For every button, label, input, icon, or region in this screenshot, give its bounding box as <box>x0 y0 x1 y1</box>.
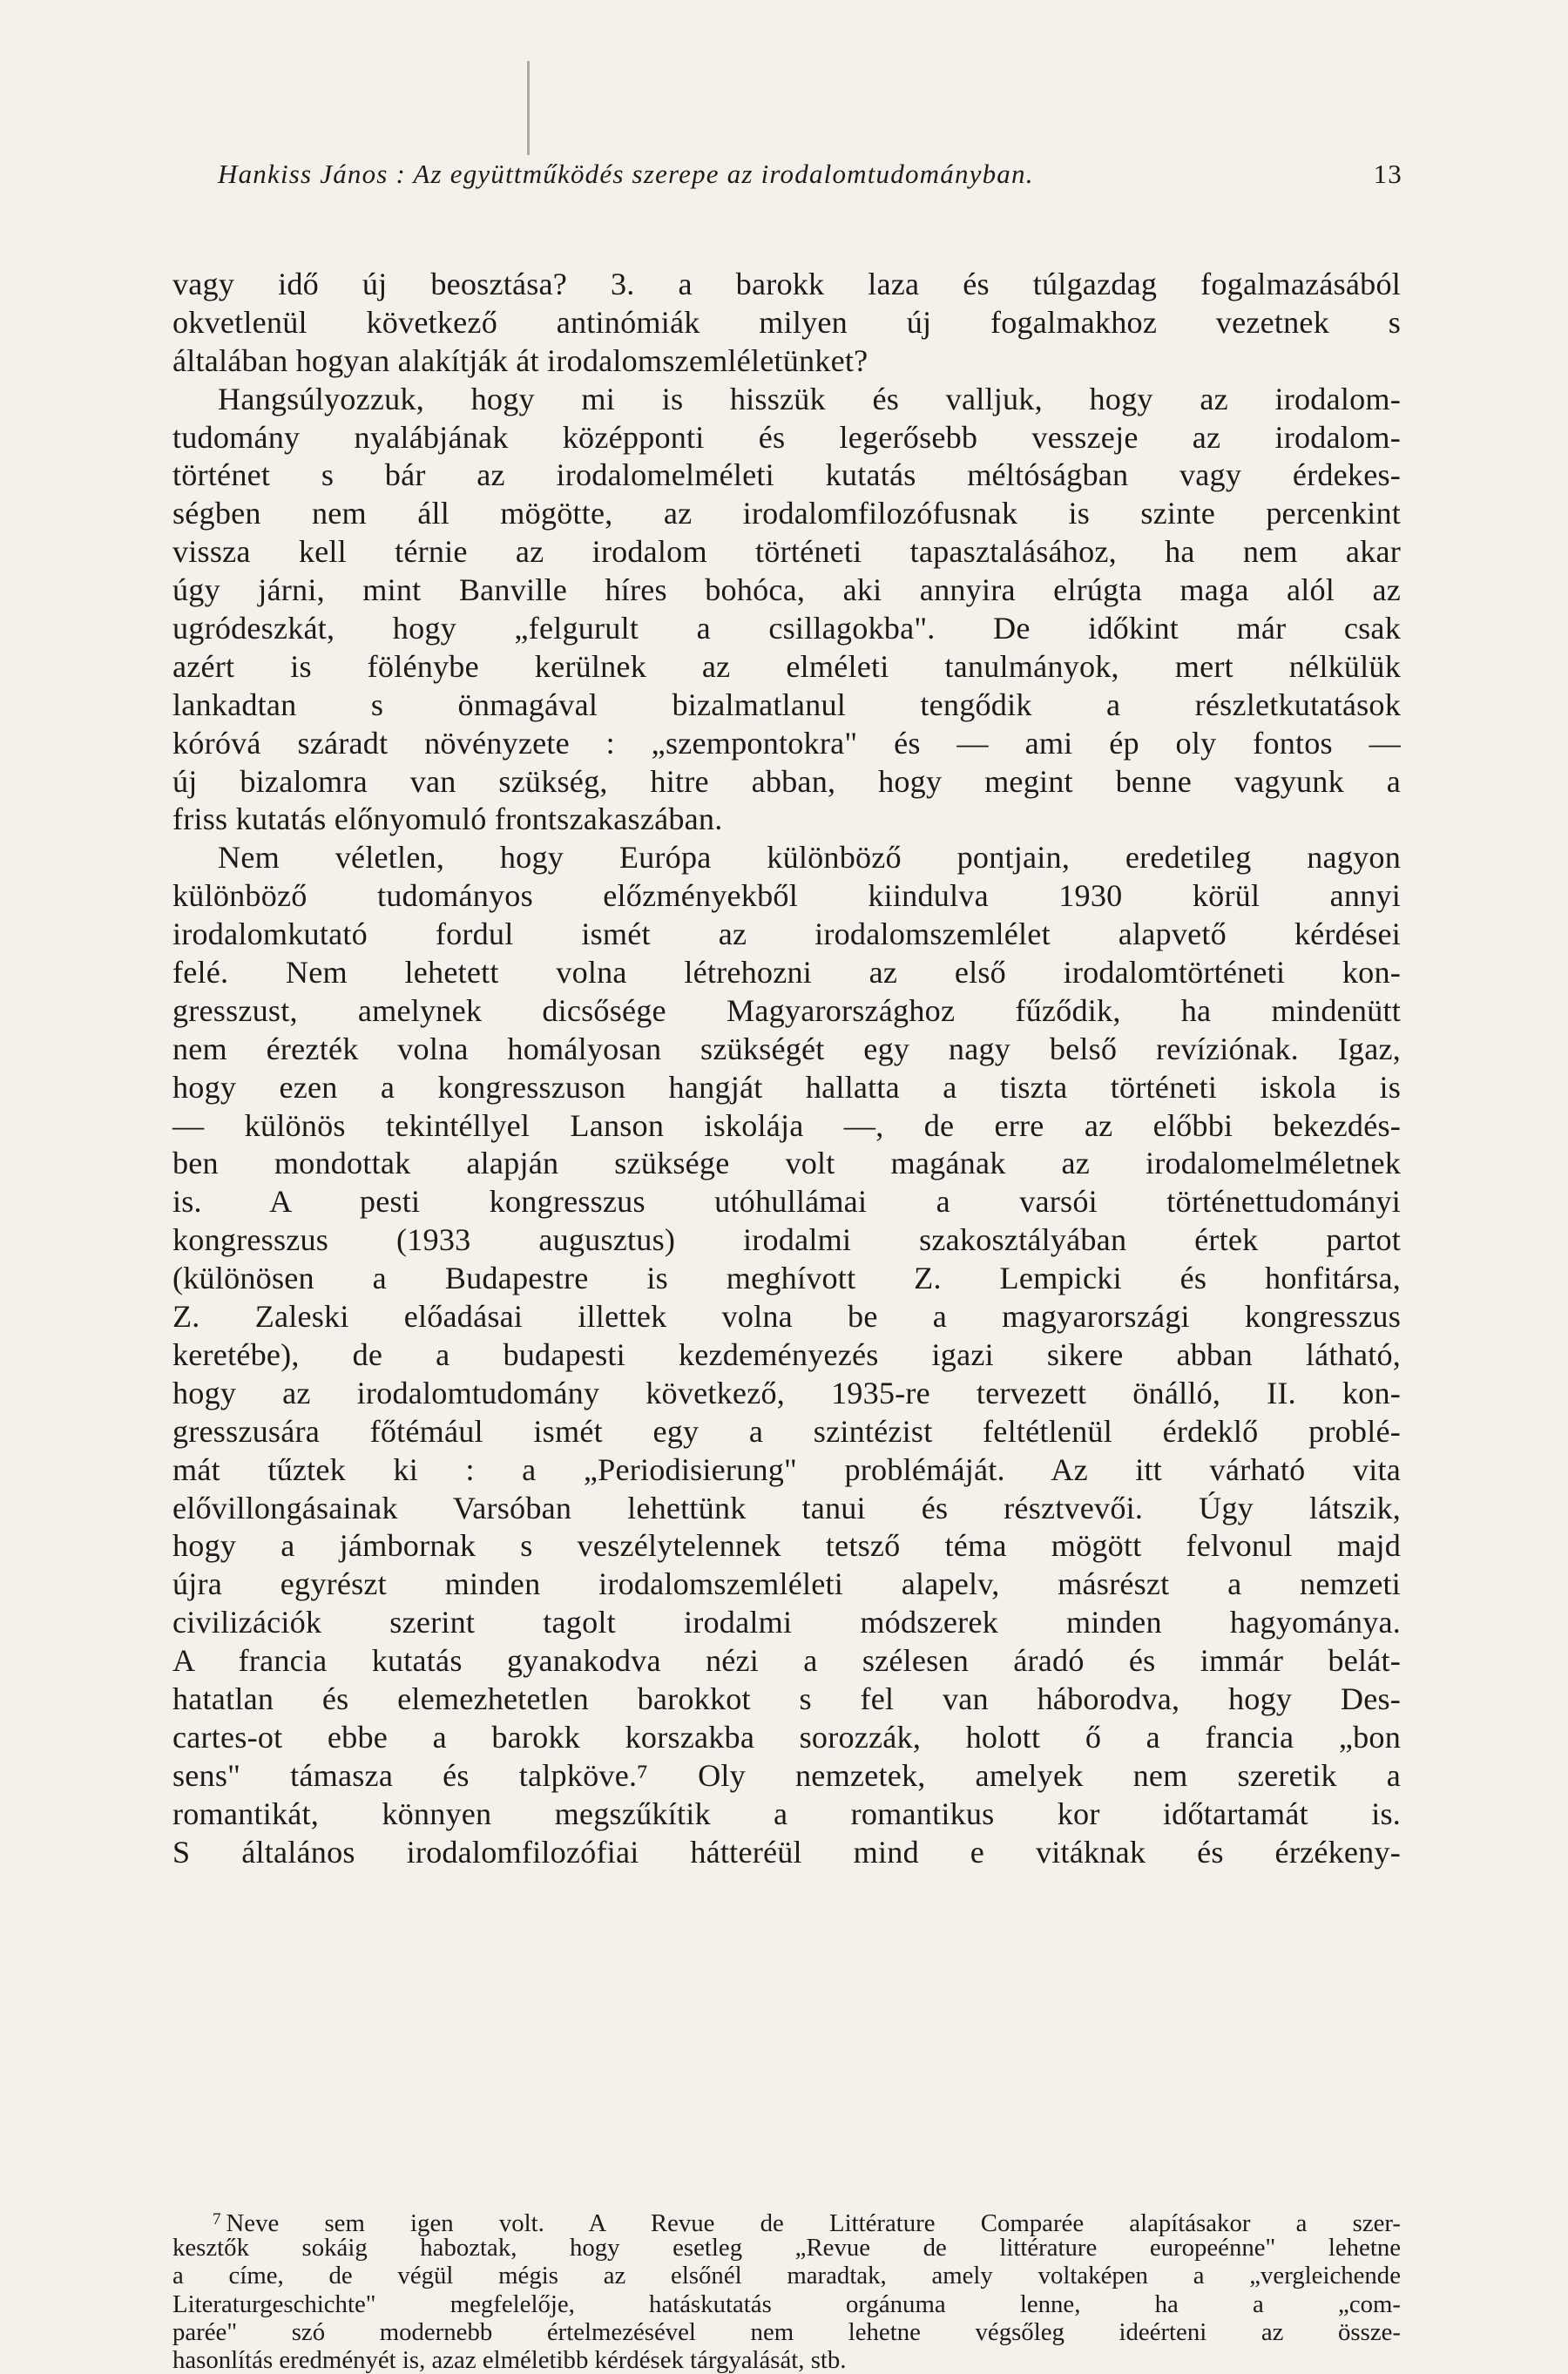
text-line: A francia kutatás gyanakodva nézi a szélesen áradó és immár belát- <box>172 1643 1401 1679</box>
footnote-marker: 7 <box>213 2210 221 2229</box>
text-line: (különösen a Budapestre is meghívott Z. Lempicki és honfitársa, <box>172 1261 1401 1296</box>
text-line: irodalomkutató fordul ismét az irodalomszemlélet alapvető kérdései <box>172 916 1401 952</box>
footnote-line: hasonlítás eredményét is, azaz elméletibb kérdések tárgyalását, stb. <box>172 2345 847 2374</box>
text-line: friss kutatás előnyomuló frontszakaszában. <box>172 801 723 837</box>
text-line: cartes-ot ebbe a barokk korszakba sorozzák, holott ő a francia „bon <box>172 1719 1401 1755</box>
page-number: 13 <box>1373 159 1402 189</box>
text-line: ben mondottak alapján szüksége volt magának az irodalomelméletnek <box>172 1146 1401 1181</box>
text-line: is. A pesti kongresszus utóhullámai a varsói történettudományi <box>172 1184 1401 1220</box>
text-line: úgy járni, mint Banville híres bohóca, aki annyira elrúgta maga alól az <box>172 572 1401 608</box>
footnote-line <box>172 2206 1401 2237</box>
text-line: vagy idő új beosztása? 3. a barokk laza és túlgazdag fogalmazásából <box>172 267 1401 301</box>
running-head-title: Hankiss János : Az együttműködés szerepe az irodalomtudományban. <box>218 159 1034 189</box>
footnote-line: Literaturgeschichte" megfelelője, hatáskutatás orgánuma lenne, ha a „com- <box>172 2289 1401 2318</box>
footnote <box>172 2206 1401 2374</box>
text-line: kóróvá száradt növényzete : „szempontokra" és — ami ép oly fontos — <box>172 725 1401 761</box>
text-line: nem érezték volna homályosan szükségét egy nagy belső revíziónak. Igaz, <box>172 1031 1401 1066</box>
text-line: felé. Nem lehetett volna létrehozni az első irodalomtörténeti kon- <box>172 955 1401 991</box>
text-line: — különös tekintéllyel Lanson iskolája —, de erre az előbbi bekezdés- <box>172 1107 1401 1143</box>
text-line: történet s bár az irodalomelméleti kutatás méltóságban vagy érdekes- <box>172 457 1401 493</box>
footnote-line: parée" szó modernebb értelmezésével nem lehetne végsőleg ideérteni az össze- <box>172 2317 1401 2346</box>
text-line: ségben nem áll mögötte, az irodalomfilozófusnak is szinte percenkint <box>172 496 1401 531</box>
text-line: gresszust, amelynek dicsősége Magyarországhoz fűződik, ha mindenütt <box>172 992 1401 1028</box>
text-line: tudomány nyalábjának középponti és legerősebb vesszeje az irodalom- <box>172 419 1401 455</box>
text-line: civilizációk szerint tagolt irodalmi módszerek minden hagyománya. <box>172 1605 1401 1640</box>
text-line: hatatlan és elemezhetetlen barokkot s fel van háborodva, hogy Des- <box>172 1681 1401 1716</box>
text-line: ugródeszkát, hogy „felgurult a csillagokba". De időkint már csak <box>172 611 1401 646</box>
text-line: hogy az irodalomtudomány következő, 1935-re tervezett önálló, II. kon- <box>172 1375 1401 1410</box>
text-line: kongresszus (1933 augusztus) irodalmi szakosztályában értek partot <box>172 1222 1401 1258</box>
text-line: mát tűztek ki : a „Periodisierung" problémáját. Az itt várható vita <box>172 1451 1401 1487</box>
scan-mark <box>527 61 530 155</box>
text-line: azért is fölénybe kerülnek az elméleti tanulmányok, mert nélkülük <box>172 648 1401 684</box>
text-line: elővillongásainak Varsóban lehettünk tanui és résztvevői. Úgy látszik, <box>172 1490 1401 1525</box>
text-line: újra egyrészt minden irodalomszemléleti alapelv, másrészt a nemzeti <box>172 1566 1401 1602</box>
text-line: S általános irodalomfilozófiai hátteréül mind e vitáknak és érzékeny- <box>172 1834 1401 1870</box>
body-text <box>172 266 1401 1871</box>
text-line: Nem véletlen, hogy Európa különböző pontjain, eredetileg nagyon <box>218 840 1401 876</box>
text-line: gresszusára főtémául ismét egy a szintézist feltétlenül érdeklő problé- <box>172 1413 1401 1449</box>
text-line: sens" támasza és talpköve.⁷ Oly nemzetek, amelyek nem szeretik a <box>172 1757 1401 1793</box>
text-line: új bizalomra van szükség, hitre abban, hogy megint benne vagyunk a <box>172 763 1401 799</box>
text-line: romantikát, könnyen megszűkítik a romantikus kor időtartamát is. <box>172 1796 1401 1831</box>
running-head <box>218 155 1402 193</box>
text-line: lankadtan s önmagával bizalmatlanul tengődik a részletkutatások <box>172 686 1401 722</box>
text-line: okvetlenül következő antinómiák milyen új fogalmakhoz vezetnek s <box>172 304 1401 340</box>
text-line: vissza kell térnie az irodalom történeti tapasztalásához, ha nem akar <box>172 534 1401 570</box>
footnote-line: a címe, de végül mégis az elsőnél maradtak, amely voltaképen a „vergleichende <box>172 2262 1401 2290</box>
text-line: különböző tudományos előzményekből kiindulva 1930 körül annyi <box>172 878 1401 914</box>
text-line: általában hogyan alakítják át irodalomszemléletünket? <box>172 342 868 378</box>
text-line: hogy ezen a kongresszuson hangját hallatta a tiszta történeti iskola is <box>172 1069 1401 1105</box>
text-line: Z. Zaleski előadásai illettek volna be a magyarországi kongresszus <box>172 1299 1401 1335</box>
footnote-line: kesztők sokáig haboztak, hogy esetleg „Revue de littérature europeénne" lehetne <box>172 2234 1401 2262</box>
text-line: hogy a jámbornak s veszélytelennek tetsző téma mögött felvonul majd <box>172 1528 1401 1564</box>
footnote-line-text: Neve sem igen volt. A Revue de Littérature Comparée alapításakor a szer- <box>226 2209 1401 2237</box>
text-line: Hangsúlyozzuk, hogy mi is hisszük és valljuk, hogy az irodalom- <box>218 381 1401 416</box>
text-line: keretébe), de a budapesti kezdeményezés igazi sikere abban látható, <box>172 1336 1401 1372</box>
